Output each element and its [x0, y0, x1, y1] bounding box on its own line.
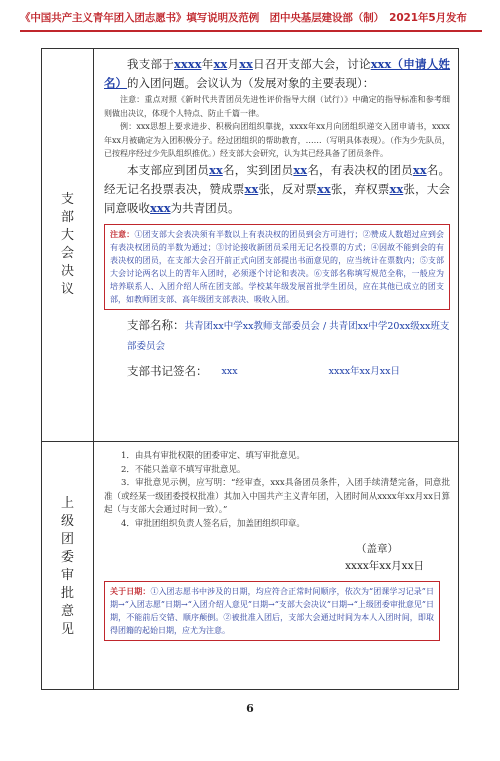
votes-against: xx: [317, 181, 331, 196]
approval-date: xxxx年xx月xx日: [345, 560, 424, 572]
example-text: 例：xxx思想上要求进步、积极向团组织靠拢，xxxx年xx月向团组织递交入团申请书，xxxx年xx月被确定为入团积极分子。经过团组织的帮助教育，……（写明具体表现）。（作为少先队员，已按程序经过少先队组织推优。）经支部大会研究，认为其已经具备了团员条件。: [104, 122, 450, 158]
side-label-branch-resolution: [42, 49, 93, 441]
members-expected: xx: [209, 162, 223, 177]
header-rule: [20, 30, 482, 32]
side-char: 大: [60, 228, 74, 243]
members-voting: xx: [412, 162, 427, 177]
votes-abstain: xx: [389, 181, 404, 196]
secretary-sign-line: [104, 362, 450, 381]
instruction-item: 3．审批意见示例，应写明：“经审查，xxx具备团员条件，入团手续清楚完备，同意批准（或经某一级团委授权批准）其加入中国共产主义青年团，入团时间从xxxx年xx月xx日算起（与支部大会通过时间一致）。”: [104, 478, 450, 515]
members-present: xx: [293, 162, 308, 177]
votes-approve: xx: [244, 181, 259, 196]
vote-paragraph: 本支部应到团员xx名，实到团员xx名，有表决权的团员xx名。经无记名投票表决，赞成票xx张，反对票xx张，弃权票xx张，大会同意吸收xxx为共青团员。: [104, 162, 451, 215]
secretary-name: xxx: [221, 365, 238, 377]
side-char: 支: [60, 192, 74, 207]
note-title: 关于日期：: [110, 586, 151, 596]
side-char: 批: [60, 585, 74, 601]
side-char: 意: [60, 603, 74, 619]
note-title: 注意：: [110, 228, 135, 239]
applicant-name: xxx（申请人姓名）: [104, 57, 451, 90]
meeting-day: xx: [239, 57, 253, 71]
page-number: 6: [246, 702, 254, 715]
side-char: 决: [60, 264, 74, 279]
side-label-approval-opinion: [42, 442, 93, 691]
side-char: 部: [60, 210, 74, 225]
instruction-item: 4．审批团组织负责人签名后，加盖团组织印章。: [121, 518, 305, 529]
meeting-month: xx: [213, 57, 228, 71]
approval-content: [94, 442, 458, 691]
side-char: 团: [60, 531, 74, 547]
side-char: 审: [60, 567, 74, 583]
side-char: 委: [60, 549, 74, 565]
meeting-paragraph: 我支部于xxxx年xx月xx日召开支部大会，讨论xxx（申请人姓名）的入团问题。会议认为（发展对象的主要表现）：: [104, 57, 451, 90]
secretary-sign-date: xxxx年xx月xx日: [328, 365, 400, 377]
side-char: 上: [60, 495, 74, 511]
branch-resolution-content: [94, 49, 458, 441]
note-text: ①团支部大会表决须有半数以上有表决权的团员到会方可进行；②赞成人数超过应到会有表决权团员的半数为通过；③讨论接收新团员采用无记名投票的方式；④因故不能到会的有表决权的团员，在支部大会召开前正式向团支部提出书面意见的，应当统计在票数内；⑤支部大会讨论两名以上的青年入团时，必须逐个讨论和表决。⑥支部名称填写规范全称，一般应为培养联系人、入团介绍人所在团支部。学校某年级发展首批学生团员，应在其他已成立的团支部，如教师团支部、高年级团支部表决、吸收入团。: [110, 229, 444, 304]
page-header: [20, 10, 482, 34]
header-title: 《中国共产主义青年团入团志愿书》填写说明及范例 团中央基层建设部（制） 2021年5月发布: [20, 12, 467, 24]
date-note-box: [104, 581, 440, 641]
instruction-item: 1．由具有审批权限的团委审定、填写审批意见。: [121, 451, 305, 461]
branch-name-label: 支部名称：: [127, 317, 185, 332]
side-char: 议: [60, 282, 74, 297]
side-char: 会: [60, 246, 74, 261]
instruction-item: 2．不能只盖章不填写审批意见。: [121, 464, 246, 475]
branch-name-value: 共青团xx中学xx教师支部委员会 / 共青团xx中学20xx级xx班支部委员会: [127, 320, 450, 352]
branch-name-line: [104, 316, 450, 356]
stamp-placeholder: （盖章）: [356, 543, 398, 555]
secretary-sign-label: 支部书记签名：: [127, 363, 208, 378]
side-char: 级: [60, 513, 74, 529]
guidance-text: 注意：重点对照《新时代共青团员先进性评价指导大纲（试行）》中确定的指导标准和参考细则做出决议，体现个人特点、防止千篇一律。: [104, 95, 450, 118]
note-text: ①入团志愿书中涉及的日期，均应符合正常时间顺序，依次为“团课学习记录”日期→“入团志愿”日期→“入团介绍人意见”日期→“支部大会决议”日期→“上级团委审批意见”日期，不能前后交错、顺序颠倒。②被批准入团后，支部大会通过时间为本人入团时间，即取得团籍的起始日期，应尤为注意。: [110, 587, 434, 635]
resolution-table: [41, 48, 459, 690]
side-char: 见: [60, 621, 74, 637]
meeting-year: xxxx: [174, 57, 202, 71]
admitted-name: xxx: [150, 200, 171, 215]
resolution-note-box: [104, 224, 450, 310]
